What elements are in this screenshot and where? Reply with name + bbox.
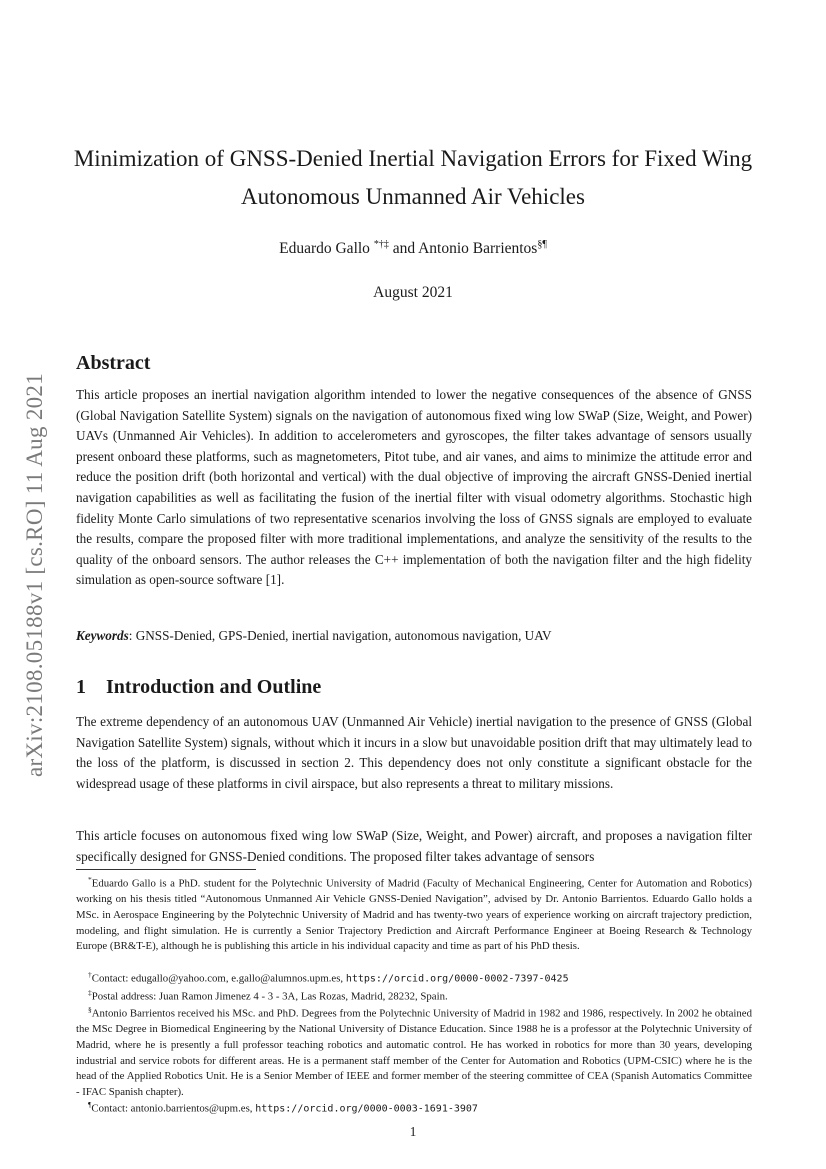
abstract-heading: Abstract <box>76 352 151 374</box>
footnote-2-orcid-link[interactable]: https://orcid.org/0000-0002-7397-0425 <box>345 973 569 985</box>
intro-paragraph-2: This article focuses on autonomous fixed wing low SWaP (Size, Weight, and Power) aircraft, and proposes a navigation filter specifically designed for GNSS-Denied conditions. The proposed filter takes advantage of sensors <box>76 828 752 864</box>
section-heading <box>76 676 321 699</box>
footnote-3-text: Postal address: Juan Ramon Jimenez 4 - 3 - 3A, Las Rozas, Madrid, 28232, Spain. <box>91 990 448 1003</box>
author-line <box>60 239 766 258</box>
section-title: Introduction and Outline <box>106 676 322 698</box>
footnote-5-mark: ¶ <box>88 1100 92 1109</box>
footnote-5 <box>76 1097 752 1117</box>
footnote-2-text: Contact: edugallo@yahoo.com, e.gallo@alumnos.upm.es, <box>91 972 346 985</box>
keywords-label: Keywords <box>76 628 129 643</box>
footnote-1-mark: * <box>88 875 92 884</box>
footnote-4 <box>76 1002 752 1101</box>
footnote-3-mark: ‡ <box>88 988 92 997</box>
footnote-2-mark: † <box>88 970 92 979</box>
footnote-1 <box>76 872 752 955</box>
footnote-5-orcid-link[interactable]: https://orcid.org/0000-0003-1691-3907 <box>255 1103 478 1115</box>
author-1-footnote-marks: *†‡ <box>373 239 389 250</box>
paper-date: August 2021 <box>373 284 453 301</box>
footnote-4-text: Antonio Barrientos received his MSc. and PhD. Degrees from the Polytechnic University of Madrid in 1982 and 1986, respectively. In 2002 he obtained the MSc Degree in Biomedical Engineering by the National University of Distance Education. Since 1988 he is a professor at the Polytechnic University of Madrid, where he is presently a full professor teaching robotics and automatic control. He has worked in robotics for more than 30 years, developing industrial and service robots for different areas. He is a permanent staff member of the Center for Automation and Robotics (UPM-CSIC) where he is the head of the Applied Robotics Unit. He is a Senior Member of IEEE and former member of the steering committee of CEA (Spanish Automatics Committee - IFAC Spanish chapter). <box>76 1007 752 1099</box>
footnote-divider <box>76 869 256 870</box>
arxiv-id: arXiv:2108.05188v1 [cs.RO] 11 Aug 2021 <box>22 372 47 778</box>
page-number: 1 <box>409 1124 417 1139</box>
author-1: Eduardo Gallo <box>279 240 374 258</box>
footnote-5-text: Contact: antonio.barrientos@upm.es, <box>91 1102 256 1115</box>
arxiv-sidebar-stamp <box>20 330 50 820</box>
author-2-footnote-marks: §¶ <box>537 239 547 250</box>
intro-paragraph-1: The extreme dependency of an autonomous UAV (Unmanned Air Vehicle) inertial navigation to the presence of GNSS (Global Navigation Satellite System) signals, without which it incurs in a slow but unavoidable position drift that may ultimately lead to the loss of the platform, is discussed in section 2. This dependency does not only constitute a significant obstacle for the widespread usage of these platforms in civil airspace, but also represents a threat to military missions. <box>76 714 752 791</box>
paper-title: Minimization of GNSS-Denied Inertial Navigation Errors for Fixed Wing Autonomous Unmanned Air Vehicles <box>73 146 753 209</box>
footnote-4-mark: § <box>88 1005 92 1014</box>
author-conjunction: and <box>388 240 419 258</box>
keywords-line <box>76 628 752 644</box>
author-2: Antonio Barrientos <box>418 240 538 258</box>
section-number: 1 <box>76 676 86 698</box>
footnote-1-text: Eduardo Gallo is a PhD. student for the Polytechnic University of Madrid (Faculty of Mechanical Engineering, Center for Automation and Robotics) working on his thesis titled “Autonomous Unmanned Air Vehicle GNSS-Denied Navigation”, advised by Dr. Antonio Barrientos. Eduardo Gallo holds a MSc. in Aerospace Engineering by the Polytechnic University of Madrid and has twenty-two years of experience working on aircraft trajectory prediction, modeling, and flight simulation. He is currently a Senior Trajectory Prediction and Aircraft Performance Engineer at Boeing Research & Technology Europe (BR&T-E), although he is publishing this article in his individual capacity and time as part of his PhD thesis. <box>76 877 752 953</box>
keywords-list: : GNSS-Denied, GPS-Denied, inertial navigation, autonomous navigation, UAV <box>128 628 552 643</box>
abstract-text: This article proposes an inertial navigation algorithm intended to lower the negative consequences of the absence of GNSS (Global Navigation Satellite System) signals on the navigation of autonomous fixed wing low SWaP (Size, Weight, and Power) UAVs (Unmanned Air Vehicles). In addition to accelerometers and gyroscopes, the filter takes advantage of sensors usually present onboard these platforms, such as magnetometers, Pitot tube, and air vanes, and aims to minimize the attitude error and reduce the position drift (both horizontal and vertical) with the dual objective of improving the aircraft GNSS-Denied inertial navigation capabilities as well as facilitating the fusion of the inertial filter with visual odometry algorithms. Stochastic high fidelity Monte Carlo simulations of two representative scenarios involving the loss of GNSS signals are employed to evaluate the results, compare the proposed filter with more traditional implementations, and analyze the sensitivity of the results to the quality of the onboard sensors. The author releases the C++ implementation of both the navigation filter and the high fidelity simulation as open-source software [1]. <box>76 387 752 588</box>
